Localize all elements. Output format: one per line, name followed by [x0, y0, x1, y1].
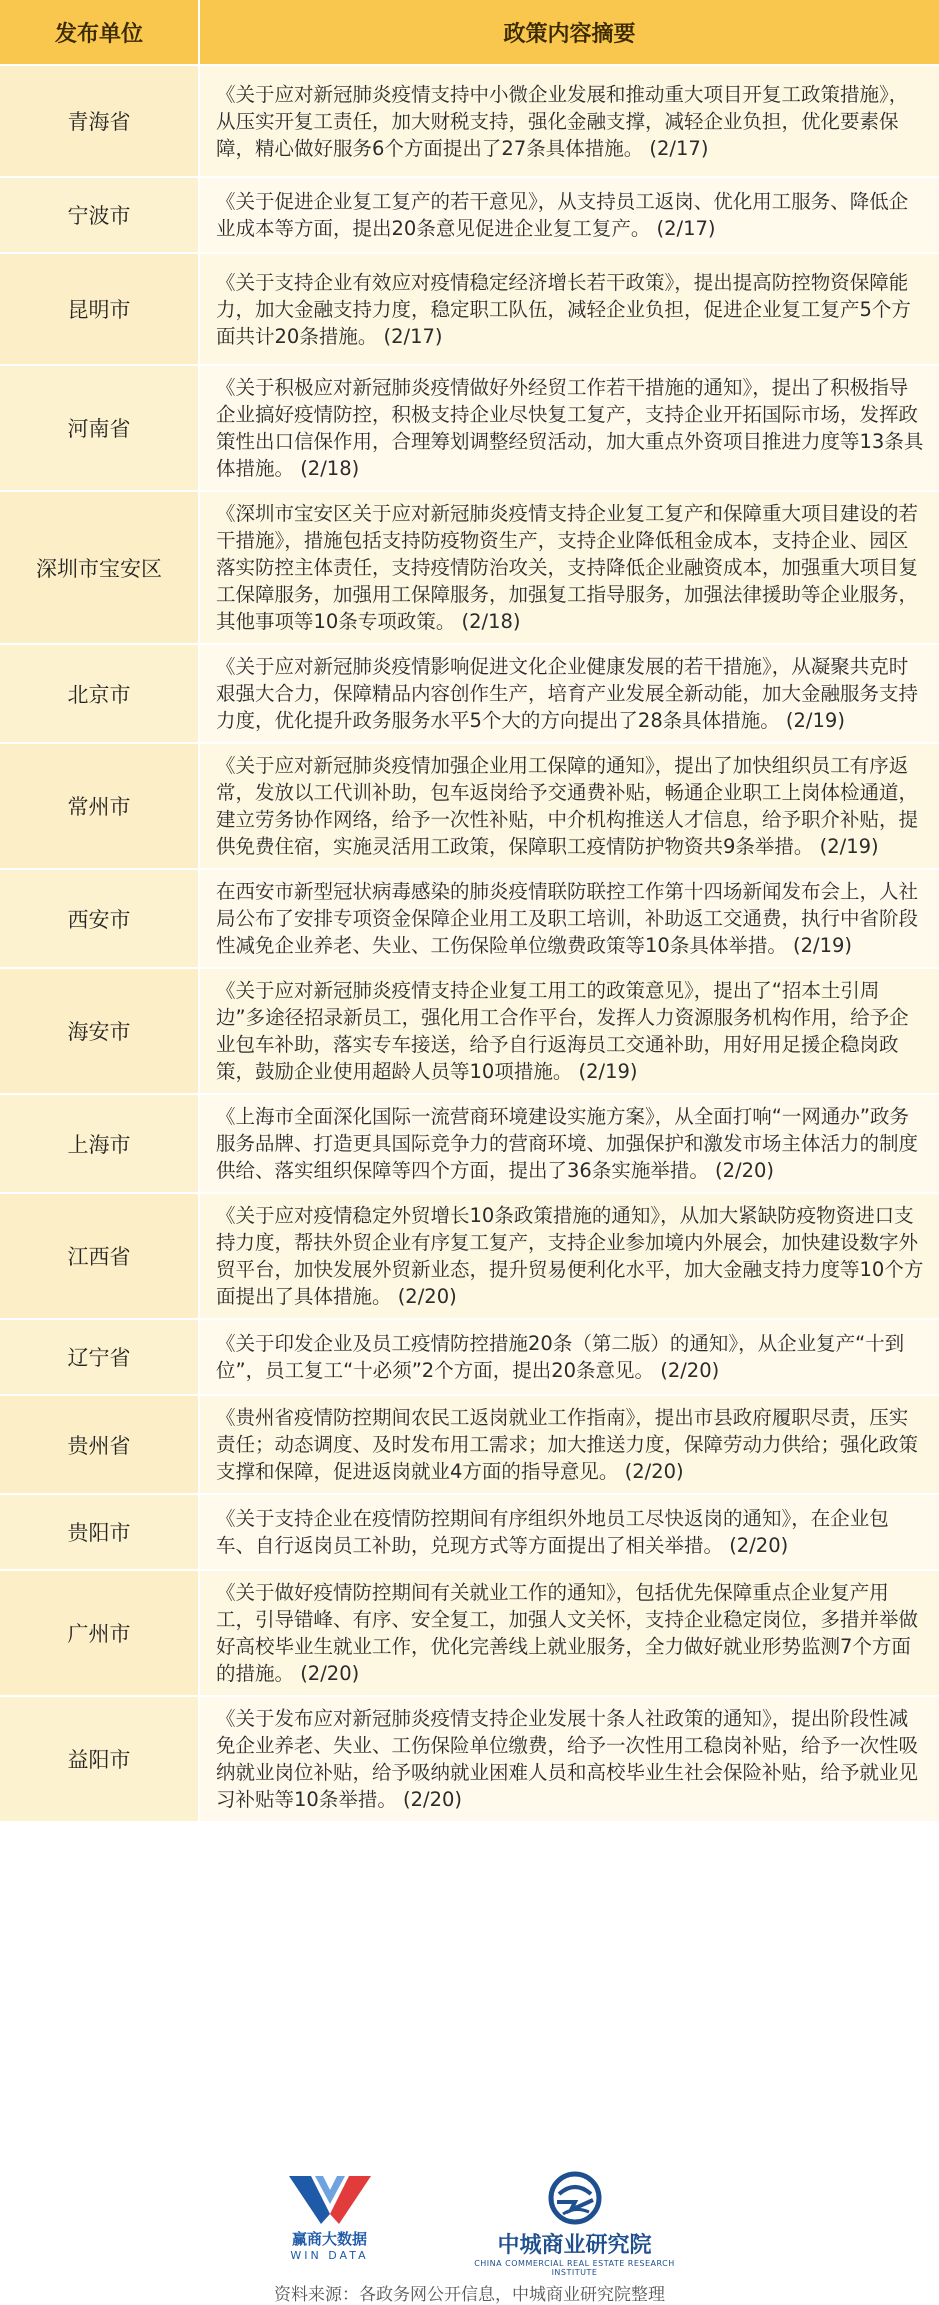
row-content: 《关于发布应对新冠肺炎疫情支持企业发展十条人社政策的通知》，提出阶段性减免企业养老、失业、工伤保险单位缴费，给予一次性用工稳岗补贴，给予一次性吸纳就业岗位补贴，给予吸纳就业困难人员和高校毕业生社会保险补贴，给予就业见习补贴等10条举措。 (2/20): [198, 1697, 939, 1821]
row-content: 《关于印发企业及员工疫情防控措施20条（第二版）的通知》，从企业复产“十到位”，员工复工“十必须”2个方面，提出20条意见。 (2/20): [198, 1320, 939, 1394]
table-row: [0, 1697, 939, 1823]
win-data-logo-cn: 赢商大数据: [291, 2230, 367, 2248]
research-institute-logo-mark: [545, 2170, 605, 2226]
win-data-logo-mark: [285, 2170, 375, 2226]
row-unit: 西安市: [0, 870, 198, 967]
row-content: 《深圳市宝安区关于应对新冠肺炎疫情支持企业复工复产和保障重大项目建设的若干措施》，措施包括支持防疫物资生产，支持企业降低租金成本，支持企业、园区落实防控主体责任，支持疫情防治攻关，支持降低企业融资成本，加强重大项目复工保障服务，加强用工保障服务，加强复工指导服务，加强法律援助等企业服务，其他事项等10条专项政策。 (2/18): [198, 492, 939, 643]
row-content: 《关于促进企业复工复产的若干意见》，从支持员工返岗、优化用工服务、降低企业成本等方面，提出20条意见促进企业复工复产。 (2/17): [198, 178, 939, 252]
row-unit: 辽宁省: [0, 1320, 198, 1394]
row-content: 《关于应对新冠肺炎疫情影响促进文化企业健康发展的若干措施》，从凝聚共克时艰强大合力，保障精品内容创作生产，培育产业发展全新动能，加大金融服务支持力度，优化提升政务服务水平5个大的方向提出了28条具体措施。 (2/19): [198, 645, 939, 742]
row-unit: 深圳市宝安区: [0, 492, 198, 643]
table-row: [0, 1495, 939, 1571]
row-content: 《关于应对疫情稳定外贸增长10条政策措施的通知》，从加大紧缺防疫物资进口支持力度，帮扶外贸企业有序复工复产，支持企业参加境内外展会，加快建设数字外贸平台，加快发展外贸新业态，提升贸易便利化水平，加大金融支持力度等10个方面提出了具体措施。 (2/20): [198, 1194, 939, 1318]
table-row: [0, 178, 939, 254]
table-row: [0, 1320, 939, 1396]
win-data-logo-en: WIN DATA: [290, 2249, 369, 2262]
row-unit: 贵阳市: [0, 1495, 198, 1569]
row-unit: 昆明市: [0, 254, 198, 364]
table-row: [0, 744, 939, 870]
row-unit: 北京市: [0, 645, 198, 742]
row-unit: 上海市: [0, 1095, 198, 1192]
row-content: 在西安市新型冠状病毒感染的肺炎疫情联防联控工作第十四场新闻发布会上，人社局公布了安排专项资金保障企业用工及职工培训，补助返工交通费，执行中省阶段性减免企业养老、失业、工伤保险单位缴费政策等10条具体举措。 (2/19): [198, 870, 939, 967]
table-row: [0, 969, 939, 1095]
table-row: [0, 1571, 939, 1697]
row-content: 《关于应对新冠肺炎疫情支持中小微企业发展和推动重大项目开复工政策措施》，从压实开复工责任，加大财税支持，强化金融支撑，减轻企业负担，优化要素保障，精心做好服务6个方面提出了27条具体措施。 (2/17): [198, 66, 939, 176]
table-row: [0, 254, 939, 366]
row-content: 《关于积极应对新冠肺炎疫情做好外经贸工作若干措施的通知》，提出了积极指导企业搞好疫情防控，积极支持企业尽快复工复产，支持企业开拓国际市场，发挥政策性出口信保作用，合理筹划调整经贸活动，加大重点外资项目推进力度等13条具体措施。 (2/18): [198, 366, 939, 490]
table-row: [0, 645, 939, 744]
row-unit: 宁波市: [0, 178, 198, 252]
row-unit: 青海省: [0, 66, 198, 176]
row-content: 《关于应对新冠肺炎疫情支持企业复工用工的政策意见》，提出了“招本土引周边”多途径招录新员工，强化用工合作平台，发挥人力资源服务机构作用，给予企业包车补助，落实专车接送，给予自行返海员工交通补助，用好用足援企稳岗政策，鼓励企业使用超龄人员等10项措施。 (2/19): [198, 969, 939, 1093]
table-row: [0, 492, 939, 645]
row-unit: 河南省: [0, 366, 198, 490]
win-data-logo: [245, 2170, 415, 2270]
header-unit: 发布单位: [54, 21, 143, 47]
row-content: 《上海市全面深化国际一流营商环境建设实施方案》，从全面打响“一网通办”政务服务品牌、打造更具国际竞争力的营商环境、加强保护和激发市场主体活力的制度供给、落实组织保障等四个方面，提出了36条实施举措。 (2/20): [198, 1095, 939, 1192]
row-unit: 海安市: [0, 969, 198, 1093]
research-institute-logo-en: CHINA COMMERCIAL REAL ESTATE RESEARCH INSTITUTE: [474, 2259, 675, 2277]
table-row: [0, 1396, 939, 1495]
table-row: [0, 66, 939, 178]
table-row: [0, 1095, 939, 1194]
row-content: 《关于支持企业在疫情防控期间有序组织外地员工尽快返岗的通知》，在企业包车、自行返岗员工补助，兑现方式等方面提出了相关举措。 (2/20): [198, 1495, 939, 1569]
table-row: [0, 366, 939, 492]
footer: [0, 2150, 939, 2305]
row-content: 《贵州省疫情防控期间农民工返岗就业工作指南》，提出市县政府履职尽责，压实责任；动态调度、及时发布用工需求；加大推送力度，保障劳动力供给；强化政策支撑和保障，促进返岗就业4方面的指导意见。 (2/20): [198, 1396, 939, 1493]
table-row: [0, 1194, 939, 1320]
row-unit: 常州市: [0, 744, 198, 868]
table-header: [0, 0, 939, 66]
row-content: 《关于支持企业有效应对疫情稳定经济增长若干政策》，提出提高防控物资保障能力，加大金融支持力度，稳定职工队伍，减轻企业负担，促进企业复工复产5个方面共计20条措施。 (2/17): [198, 254, 939, 364]
row-unit: 益阳市: [0, 1697, 198, 1821]
logos: [0, 2170, 939, 2277]
table-row: [0, 870, 939, 969]
research-institute-logo-cn: 中城商业研究院: [497, 2232, 652, 2258]
row-unit: 贵州省: [0, 1396, 198, 1493]
source-note: 资料来源：各政务网公开信息，中城商业研究院整理: [274, 2285, 665, 2305]
row-unit: 江西省: [0, 1194, 198, 1318]
row-unit: 广州市: [0, 1571, 198, 1695]
row-content: 《关于应对新冠肺炎疫情加强企业用工保障的通知》，提出了加快组织员工有序返常，发放以工代训补助，包车返岗给予交通费补贴，畅通企业职工上岗体检通道，建立劳务协作网络，给予一次性补贴，中介机构推送人才信息，给予职介补贴，提供免费住宿，实施灵活用工政策，保障职工疫情防护物资共9条举措。 (2/19): [198, 744, 939, 868]
row-content: 《关于做好疫情防控期间有关就业工作的通知》，包括优先保障重点企业复产用工，引导错峰、有序、安全复工，加强人文关怀，支持企业稳定岗位，多措并举做好高校毕业生就业工作，优化完善线上就业服务，全力做好就业形势监测7个方面的措施。 (2/20): [198, 1571, 939, 1695]
research-institute-logo: [455, 2170, 695, 2277]
table-body: [0, 66, 939, 1823]
header-content: 政策内容摘要: [198, 0, 939, 64]
